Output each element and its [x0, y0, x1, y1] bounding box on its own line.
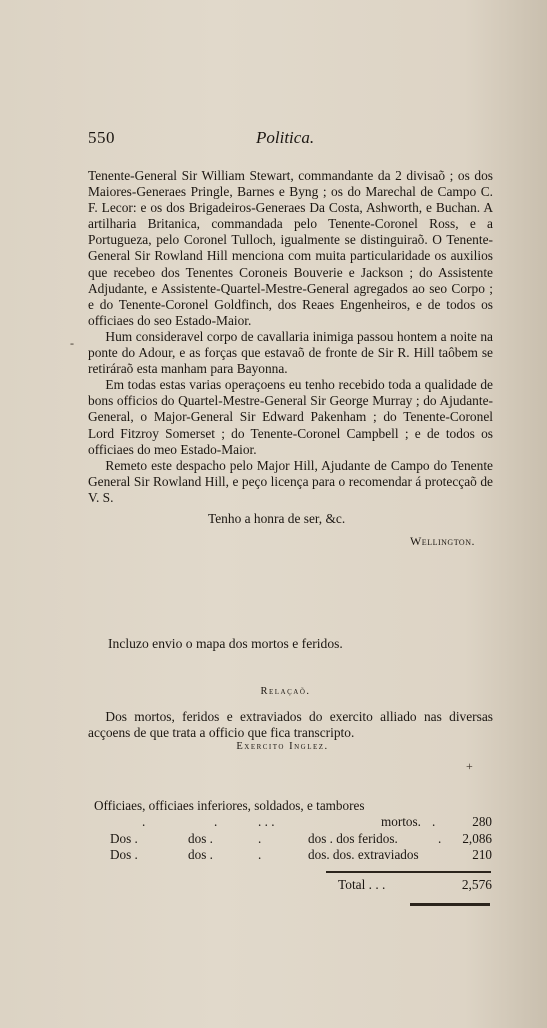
section-heading-exercito: Exercito Inglez.: [236, 741, 329, 752]
ink-mark-icon: +: [466, 759, 473, 773]
paragraph: Hum consideravel corpo de cavallaria inimiga passou hontem a noite na ponte do Adour, e as forças que estavaõ de fronte de Sir R. Hill taôbem se retiráraõ esta manham para Bayonna.: [88, 328, 493, 377]
page-number: 550: [88, 128, 115, 147]
running-head: Politica.: [256, 128, 315, 147]
table-cell-label: dos . dos feridos.: [308, 830, 398, 846]
paragraph-continued: Tenente-General Sir William Stewart, commandante da 2 divisaõ ; os dos Maiores-Generaes Pringle, Barnes e Byng ; os do Marechal de Campo C. F. Lecor: e os dos Brigadeiros-Generaes Da Costa, Ashworth, e Buchan. A artilharia Britanica, commandada pelo Tenente-Coronel Ross, e a Portugueza, pelo Coronel Tulloch, igualmente se distinguiraõ. O Tenente-General Sir Rowland Hill menciona com muita particularidade os auxilios que recebeo dos Tenentes Coroneis Bouverie e Jackson ; do Assistente Adjudante, e Assistente-Quartel-Mestre-General agregados ao seo Corpo ; e do Tenente-Coronel Goldfinch, dos Reaes Engenheiros, e de todos os officiaes do seo Estado-Maior.: [88, 168, 493, 328]
table-row-header: Officiaes, officiaes inferiores, soldados, e tambores: [94, 798, 365, 813]
body-text: [88, 168, 493, 549]
casualty-table: [94, 798, 494, 863]
enclosure-note: Incluzo envio o mapa dos mortos e feridos.: [108, 636, 343, 651]
total-double-rule: [410, 903, 490, 906]
table-cell-value: 280: [472, 814, 492, 830]
table-cell: dos .: [188, 830, 213, 846]
total-value: 2,576: [461, 877, 492, 892]
total-label: Total . . .: [338, 877, 386, 892]
relacao-description: Dos mortos, feridos e extraviados do exercito alliado nas diversas acçoens de que trata a officio que fica transcripto.: [88, 709, 493, 741]
paragraph: Em todas estas varias operaçoens eu tenho recebido toda a qualidade de bons officios do Quartel-Mestre-General Sir George Murray ; do Ajudante-General, o Major-General Sir Edward Pakenham ; do Tenente-Coronel Lord Fitzroy Somerset ; do Tenente-Coronel Campbell ; e de todos os officiaes do meo Estado-Maior.: [88, 377, 493, 457]
section-heading-relacao: Relaçaõ.: [260, 686, 311, 697]
ink-mark-icon: -: [70, 336, 74, 350]
table-row: [94, 831, 494, 847]
table-cell-label: dos. dos. extraviados: [308, 846, 419, 862]
table-cell: .: [258, 830, 262, 846]
table-cell: .: [142, 814, 146, 830]
page-header: [88, 128, 493, 150]
sum-rule: [326, 871, 491, 873]
table-cell-dots: .: [438, 830, 442, 846]
table-cell-label: mortos.: [381, 814, 421, 830]
table-cell: Dos .: [110, 830, 138, 846]
table-cell: . . .: [258, 814, 275, 830]
table-cell-value: 2,086: [462, 830, 492, 846]
total-row: [94, 877, 494, 897]
paragraph: Remeto este despacho pelo Major Hill, Ajudante de Campo do Tenente General Sir Rowland Hill, e peço licença para o recomendar á protecçaõ de V. S.: [88, 457, 493, 505]
table-cell: .: [214, 814, 218, 830]
table-cell-dots: .: [432, 814, 436, 830]
table-row: [94, 847, 494, 863]
table-cell: Dos .: [110, 846, 138, 862]
signature: Wellington.: [409, 534, 475, 549]
table-cell: .: [258, 846, 262, 862]
table-row: [94, 814, 494, 830]
table-cell-value: 210: [472, 846, 492, 862]
closing-line: Tenho a honra de ser, &c.: [208, 510, 346, 526]
table-cell: dos .: [188, 846, 213, 862]
